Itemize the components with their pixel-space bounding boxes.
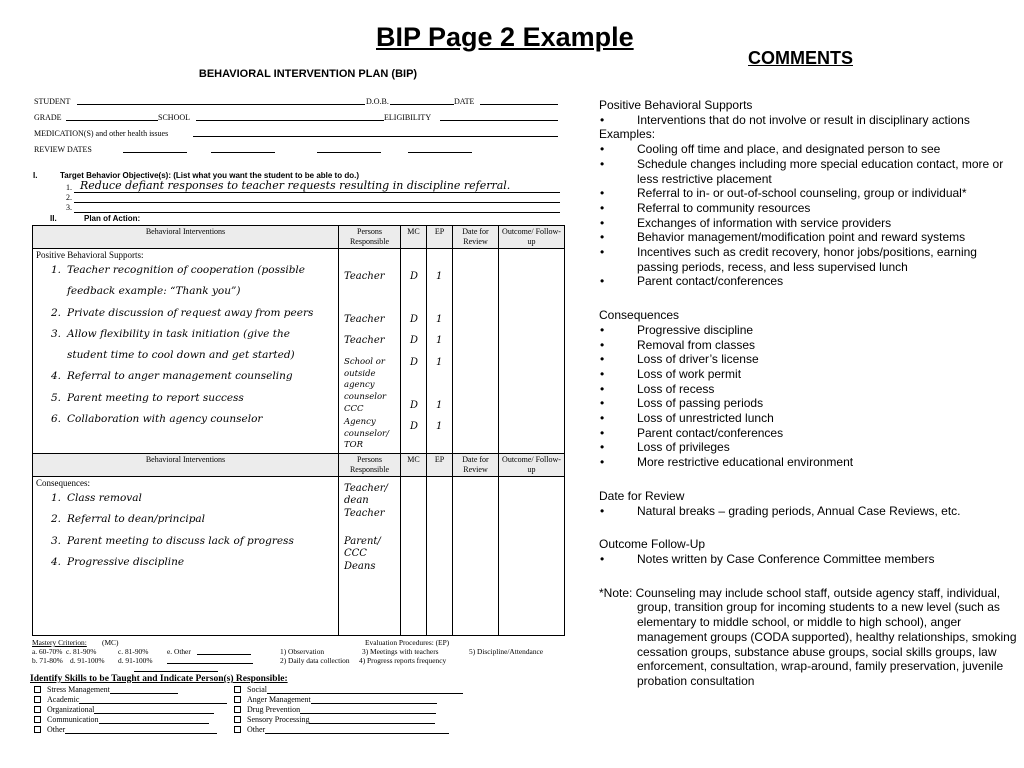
table-header-row-2 (33, 454, 565, 477)
medication-label: MEDICATION(S) and other health issues (34, 129, 169, 138)
col-header: Date for Review (453, 454, 499, 477)
ep-value: 1 (436, 400, 443, 411)
consequence-persons-cell[interactable] (339, 477, 401, 636)
ep-value: 1 (436, 357, 443, 368)
student-row (30, 97, 566, 113)
list-item: student time to cool down and get started) (67, 349, 295, 362)
review-field-1[interactable] (123, 145, 187, 153)
positive-list (33, 260, 338, 430)
examples-label: Examples: (599, 127, 656, 142)
eligibility-label: ELIGIBILITY (384, 113, 432, 122)
list-item: • Cooling off time and place, and designated person to see (599, 142, 1019, 157)
positive-supports-row (33, 249, 565, 454)
list-item: • Referral to community resources (599, 201, 1019, 216)
mc-value: D (410, 335, 419, 346)
col-header: Behavioral Interventions (33, 454, 339, 477)
col-header: Behavioral Interventions (33, 226, 339, 249)
positive-mc-cell[interactable] (401, 249, 427, 454)
objective-num-2: 2. (66, 193, 72, 202)
list-item: • Loss of unrestricted lunch (599, 411, 1019, 426)
positive-outcome-cell[interactable] (499, 249, 565, 454)
skills-checklist (30, 684, 566, 744)
consequence-list (33, 488, 338, 573)
mc-value: D (410, 271, 419, 282)
mastery-c2: c. 81-90% (118, 647, 149, 656)
checkbox-icon[interactable] (34, 716, 41, 723)
positive-interventions-cell[interactable] (33, 249, 339, 454)
list-item: feedback example: “Thank you”) (67, 285, 241, 298)
dob-label: D.O.B. (366, 97, 389, 106)
bip-form (30, 68, 566, 744)
person-entry: Parent/ CCC (344, 536, 381, 559)
checkbox-icon[interactable] (234, 726, 241, 733)
page-title: BIP Page 2 Example (376, 22, 634, 52)
objective-line-3[interactable] (30, 203, 566, 213)
pbs-heading: Positive Behavioral Supports (599, 98, 753, 112)
person-entry: Agency counselor/ TOR (344, 417, 389, 450)
list-item: 6. Collaboration with agency counselor (51, 413, 263, 426)
eval-1: 1) Observation (280, 647, 325, 656)
list-item: • Loss of passing periods (599, 396, 1019, 411)
person-entry: CCC (344, 404, 364, 414)
list-item: 5. Parent meeting to report success (51, 391, 244, 404)
school-label: SCHOOL (158, 113, 191, 122)
list-item: • Exchanges of information with service providers (599, 216, 1019, 231)
skill-checkbox-sensory[interactable]: Sensory Processing (234, 715, 435, 724)
ep-value: 1 (436, 314, 443, 325)
objective-num-3: 3. (66, 203, 72, 212)
col-header: Outcome/ Follow-up (499, 454, 565, 477)
consequences-heading: Consequences (599, 308, 680, 323)
school-field[interactable] (196, 113, 384, 121)
checkbox-icon[interactable] (34, 706, 41, 713)
plan-num: II. (50, 214, 57, 223)
objective-num: I. (33, 171, 38, 180)
date-label: DATE (454, 97, 475, 106)
mastery-c1: c. 81-90% (66, 647, 97, 656)
col-header: MC (401, 454, 427, 477)
person-entry: Teacher (344, 271, 385, 282)
person-entry: School or outside agency counselor (344, 357, 387, 402)
consequence-mc-cell[interactable] (401, 477, 427, 636)
skill-checkbox-other-right[interactable]: Other (234, 725, 449, 734)
list-item: • Loss of driver’s license (599, 352, 1019, 367)
col-header: EP (427, 226, 453, 249)
mastery-d2: d. 91-100% (118, 656, 153, 665)
mc-value: D (410, 314, 419, 325)
student-label: STUDENT (34, 97, 71, 106)
review-row (30, 145, 566, 161)
mastery-e: e. Other (167, 647, 191, 656)
review-field-2[interactable] (211, 145, 275, 153)
comments-panel (599, 98, 1019, 689)
list-item: • Schedule changes including more special education contact, more or less restrictive placement (599, 157, 1019, 186)
mastery-d1: d. 91-100% (70, 656, 105, 665)
eval-3: 3) Meetings with teachers (362, 647, 439, 656)
checkbox-icon[interactable] (34, 726, 41, 733)
mastery-legend (30, 638, 566, 674)
comments-title: COMMENTS (748, 48, 853, 68)
list-item: • Incentives such as credit recovery, honor jobs/positions, earning passing periods, recess, and less supervised lunch (599, 245, 1019, 274)
ep-value: 1 (436, 421, 443, 432)
skill-checkbox-communication[interactable]: Communication (34, 715, 209, 724)
list-item: • Loss of work permit (599, 367, 1019, 382)
person-entry: Teacher (344, 508, 385, 519)
mc-value: D (410, 357, 419, 368)
list-item: 2. Private discussion of request away from peers (51, 306, 314, 319)
objective-num-1: 1. (66, 183, 72, 192)
table-header-row (33, 226, 565, 249)
col-header: Date for Review (453, 226, 499, 249)
plan-label: Plan of Action: (84, 214, 141, 223)
review-label: REVIEW DATES (34, 145, 92, 154)
list-item: • Parent contact/conferences (599, 426, 1019, 441)
ep-value: 1 (436, 271, 443, 282)
skill-checkbox-social[interactable]: Social (234, 685, 463, 694)
skill-checkbox-other-left[interactable]: Other (34, 725, 217, 734)
list-item: 4. Referral to anger management counseling (51, 370, 293, 383)
list-item: 2. Referral to dean/principal (51, 513, 206, 526)
mastery-b: b. 71-80% (32, 656, 63, 665)
col-header: MC (401, 226, 427, 249)
list-item: • Loss of privileges (599, 440, 1019, 455)
consequence-outcome-cell[interactable] (499, 477, 565, 636)
counseling-note: *Note: Counseling may include school staff, outside agency staff, individual, group, transition group for incoming students to a new level (such as elementary to middle school, or middle to high school), anger management groups (CODA supported), healthy relationships, smoking cessation groups, substance abuse groups, social skills groups, law enforcement, consultation, wrap-around, family preservation, juvenile probation consultation (599, 585, 1017, 688)
person-entry: Deans (344, 561, 376, 572)
eval-5: 5) Discipline/Attendance (469, 647, 544, 656)
checkbox-icon[interactable] (234, 696, 241, 703)
eval-label: Evaluation Procedures: (EP) (365, 638, 450, 647)
medication-field[interactable] (193, 129, 558, 137)
mastery-mc: (MC) (102, 638, 119, 647)
list-item: • Progressive discipline (599, 323, 1019, 338)
skill-checkbox-academic[interactable]: Academic (34, 695, 227, 704)
list-item: 4. Progressive discipline (51, 555, 185, 568)
ep-value: 1 (436, 335, 443, 346)
mastery-label: Mastery Criterion: (32, 638, 87, 647)
checkbox-icon[interactable] (34, 696, 41, 703)
review-field-3[interactable] (317, 145, 381, 153)
list-item: • Natural breaks – grading periods, Annual Case Reviews, etc. (599, 504, 1019, 519)
skill-checkbox-stress[interactable]: Stress Management (34, 685, 178, 694)
eval-4: 4) Progress reports frequency (359, 656, 447, 665)
positive-label: Positive Behavioral Supports: (36, 250, 144, 260)
col-header: EP (427, 454, 453, 477)
grade-row (30, 113, 566, 129)
outcome-heading: Outcome Follow-Up (599, 537, 706, 552)
objective-line-1[interactable] (30, 179, 566, 193)
skills-heading: Identify Skills to be Taught and Indicate Person(s) Responsible: (30, 674, 288, 684)
consequences-label: Consequences: (36, 478, 90, 488)
col-header: Persons Responsible (339, 454, 401, 477)
objective-text-1: Reduce defiant responses to teacher requests resulting in discipline referral. (80, 179, 511, 192)
person-entry: Teacher (344, 335, 385, 346)
list-item: • Notes written by Case Conference Committee members (599, 552, 1019, 567)
list-item: • Behavior management/modification point and reward systems (599, 230, 1019, 245)
list-item: • Referral to in- or out-of-school counseling, group or individual* (599, 186, 1019, 201)
skill-checkbox-drug[interactable]: Drug Prevention (234, 705, 436, 714)
form-title: BEHAVIORAL INTERVENTION PLAN (BIP) (198, 68, 418, 80)
intervention-table (32, 225, 565, 636)
col-header: Persons Responsible (339, 226, 401, 249)
mc-value: D (410, 421, 419, 432)
objective-line-2[interactable] (30, 193, 566, 203)
person-entry: Teacher (344, 314, 385, 325)
eligibility-field[interactable] (440, 113, 558, 121)
list-item: • Loss of recess (599, 382, 1019, 397)
consequence-interventions-cell[interactable] (33, 477, 339, 636)
list-item: • Parent contact/conferences (599, 274, 1019, 289)
dob-field[interactable] (390, 97, 454, 105)
student-field[interactable] (77, 97, 365, 105)
checkbox-icon[interactable] (34, 686, 41, 693)
checkbox-icon[interactable] (234, 706, 241, 713)
list-item: 3. Parent meeting to discuss lack of progress (51, 534, 294, 547)
list-item: 1. Class removal (51, 492, 142, 504)
grade-label: GRADE (34, 113, 62, 122)
review-field-4[interactable] (408, 145, 472, 153)
eval-2: 2) Daily data collection (280, 656, 350, 665)
mastery-a: a. 60-70% (32, 647, 63, 656)
consequence-review-cell[interactable] (453, 477, 499, 636)
list-item: 3. Allow flexibility in task initiation (give the (51, 327, 290, 340)
skill-checkbox-organizational[interactable]: Organizational (34, 705, 214, 714)
objective-label: Target Behavior Objective(s): (List what you want the student to be able to do.) (60, 171, 359, 180)
checkbox-icon[interactable] (234, 716, 241, 723)
positive-review-cell[interactable] (453, 249, 499, 454)
mc-value: D (410, 400, 419, 411)
medication-row (30, 129, 566, 145)
list-item: 1. Teacher recognition of cooperation (possible (51, 264, 306, 276)
plan-heading (30, 213, 566, 225)
person-entry: Teacher/ dean (344, 483, 388, 506)
col-header: Outcome/ Follow-up (499, 226, 565, 249)
review-heading: Date for Review (599, 488, 685, 503)
date-field[interactable] (480, 97, 558, 105)
checkbox-icon[interactable] (234, 686, 241, 693)
pbs-item: • Interventions that do not involve or result in disciplinary actions (599, 113, 1019, 128)
list-item: • More restrictive educational environment (599, 455, 1019, 470)
positive-ep-cell[interactable] (427, 249, 453, 454)
skill-checkbox-anger[interactable]: Anger Management (234, 695, 437, 704)
positive-persons-cell[interactable] (339, 249, 401, 454)
consequences-row (33, 477, 565, 636)
consequence-ep-cell[interactable] (427, 477, 453, 636)
list-item: • Removal from classes (599, 338, 1019, 353)
grade-field[interactable] (66, 113, 158, 121)
